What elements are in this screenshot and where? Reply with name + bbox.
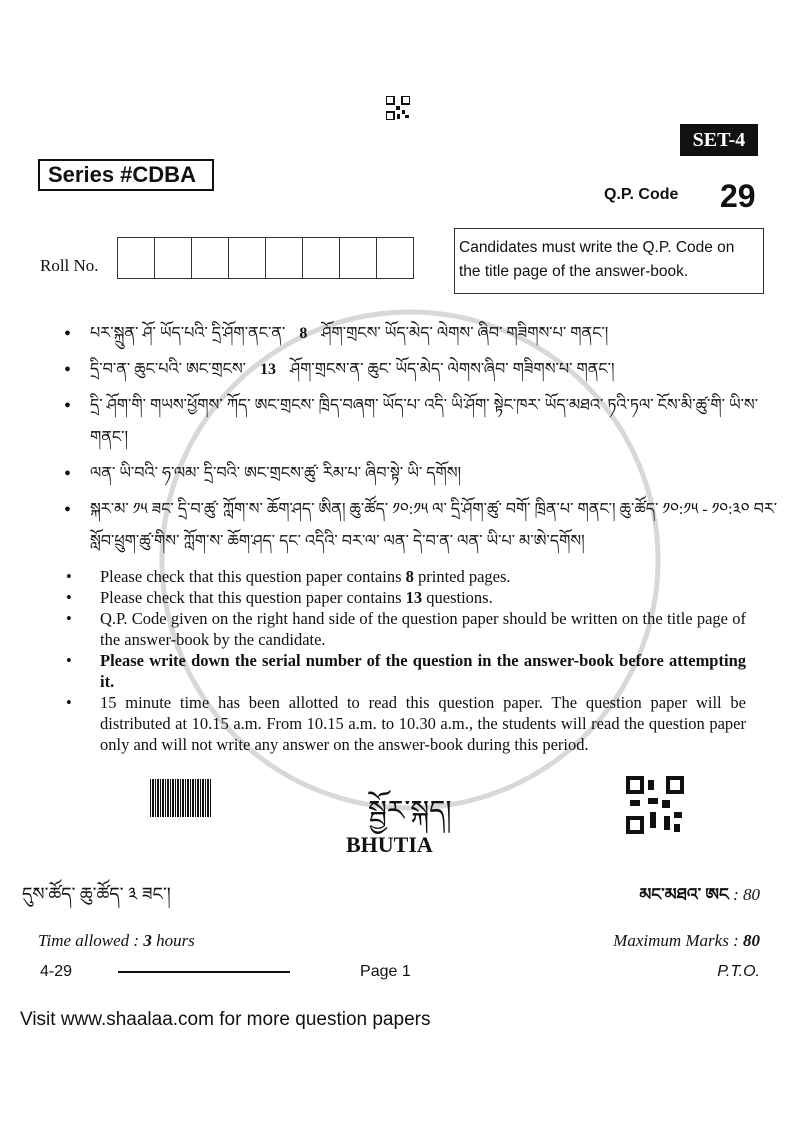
instruction [62, 608, 746, 650]
text: དྲི་ ཤོག་གི་ གཡས་ཕྱོགས་ ཀོད་ ཨང་གྲངས་ ཁྲིད་བཞག་ ཡོད་པ་ འདི་ ཡི་ཤོག་ སྟེང་ཁར་ ཡོད་མཐའ་ ཏའི་ཏལ་ ངོས་མི་ཚུ་གི་ ཡི་ས་ གནང་། [90, 397, 759, 446]
roll-box[interactable] [192, 238, 229, 278]
bold-text: 8 [405, 567, 414, 586]
time-allowed-tibetan: དུས་ཚོད་ ཆུ་ཚོད་ ༣ ཟང་། [22, 884, 171, 904]
label: Time allowed : [38, 931, 144, 950]
set-badge: SET-4 [680, 124, 758, 156]
subject-logo: སྦྱོར་སྐད། [368, 796, 452, 827]
text: 15 minute time has been allotted to read this question paper. The question paper will be distributed at 10.15 a.m. From 10.15 a.m. to 10.30 a.m., the students will read the question paper only and will not write any answer on the answer-book during this period. [100, 693, 746, 754]
tibetan-instruction [60, 458, 780, 490]
question-count: 13 [260, 361, 277, 378]
text: ལན་ ཡི་བའི་ ཧ་ལམ་ དྲི་བའི་ ཨང་གྲངས་ཚུ་ རིམ་པ་ ཞིབ་སྟེ་ ཡི་ དགོས། [90, 465, 462, 482]
subject-header [0, 779, 800, 869]
tibetan-instruction [60, 494, 780, 558]
instruction [62, 650, 746, 692]
header-section [0, 0, 800, 318]
roll-number-boxes[interactable] [117, 237, 414, 279]
maximum-marks [613, 931, 760, 951]
footer [0, 963, 800, 981]
subject-title: BHUTIA [346, 832, 433, 857]
tibetan-instruction [60, 390, 780, 454]
value: 3 [143, 931, 152, 950]
roll-box[interactable] [340, 238, 377, 278]
max-marks-tibetan [639, 875, 760, 923]
text: སྐར་མ་ ༡༥ ཟང་ དྲི་བ་ཚུ་ ཀློག་ས་ ཆོག་ཤད་ ཨིན། ཆུ་ཚོད་ ༡༠:༡༥ ལ་ དྲི་ཤོག་ཚུ་ བགོ་ ཁྲིན་པ་ གནང་། ཆུ་ཚོད་ ༡༠:༡༥ - ༡༠:༣༠ བར་ སློབ་ཕྲུག་ཚུ་གིས་ ཀློག་ས་ ཆོག་ཤད་ དང་ འདིའི་ བར་ལ་ ལན་ དེ་བ་ན་ ལན་ ཡི་པ་ མ་ཨེ་དགོས། [90, 501, 778, 550]
tibetan-instruction [60, 318, 780, 350]
text: Please check that this question paper contains [100, 588, 406, 607]
value: : 80 [733, 885, 760, 904]
text: Please check that this question paper contains [100, 567, 406, 586]
unit: hours [151, 931, 195, 950]
bold-text: 13 [405, 588, 423, 607]
visit-link[interactable]: Visit www.shaalaa.com for more question papers [20, 1009, 431, 1030]
roll-box[interactable] [229, 238, 266, 278]
series-label: Series #CDBA [38, 159, 214, 191]
text: མང་མཐའ་ ཨང [639, 885, 729, 904]
value: 80 [743, 931, 760, 950]
qp-code-label: Q.P. Code [604, 186, 679, 203]
subject-section [0, 779, 800, 1031]
divider [118, 971, 290, 973]
instruction [62, 587, 746, 608]
instruction [62, 692, 746, 755]
roll-box[interactable] [155, 238, 192, 278]
qp-code-note: Candidates must write the Q.P. Code on the title page of the answer-book. [454, 228, 764, 294]
body-section [0, 318, 800, 1051]
bold-text: Please write down the serial number of the question in the answer-book before attempting it. [100, 651, 746, 691]
text: པར་སྐྲུན་ ཤོ་ ཡོད་པའི་ དྲི་ཤོག་ནང་ན་ [90, 325, 286, 342]
page-number: Page 1 [360, 963, 411, 980]
text: Q.P. Code given on the right hand side of the question paper should be written on the title page of the answer-book by the candidate. [100, 609, 746, 649]
text: printed pages. [413, 567, 511, 586]
text: དྲི་བ་ན་ ཆུང་པའི་ ཨང་གྲངས་ [90, 361, 247, 378]
roll-box[interactable] [118, 238, 155, 278]
pto-label: P.T.O. [717, 963, 760, 980]
text: ཤོག་གྲངས་ན་ ཆུང་ ཡོད་མེད་ ལེགས་ཞིབ་ གཟིགས་པ་ གནང་། [290, 361, 615, 378]
page-count: 8 [299, 325, 308, 342]
roll-box[interactable] [377, 238, 413, 278]
time-allowed [38, 931, 195, 951]
roll-number-label: Roll No. [40, 256, 99, 275]
tibetan-time-marks-row [0, 875, 800, 925]
roll-box[interactable] [266, 238, 303, 278]
instruction [62, 566, 746, 587]
tibetan-instruction [60, 354, 780, 386]
time-marks-row [0, 931, 800, 951]
text: ཤོག་གྲངས་ ཡོད་མེད་ ལེགས་ ཞིབ་ གཟིགས་པ་ གནང་། [321, 325, 609, 342]
paper-code: 4-29 [40, 963, 73, 980]
label: Maximum Marks : [613, 931, 743, 950]
text: questions. [422, 588, 493, 607]
qp-code-value: 29 [720, 178, 756, 214]
qr-code [626, 776, 684, 839]
qr-code-small [386, 96, 410, 120]
barcode [150, 779, 212, 817]
english-instructions [62, 566, 746, 755]
roll-box[interactable] [303, 238, 340, 278]
tibetan-instructions [60, 318, 780, 558]
